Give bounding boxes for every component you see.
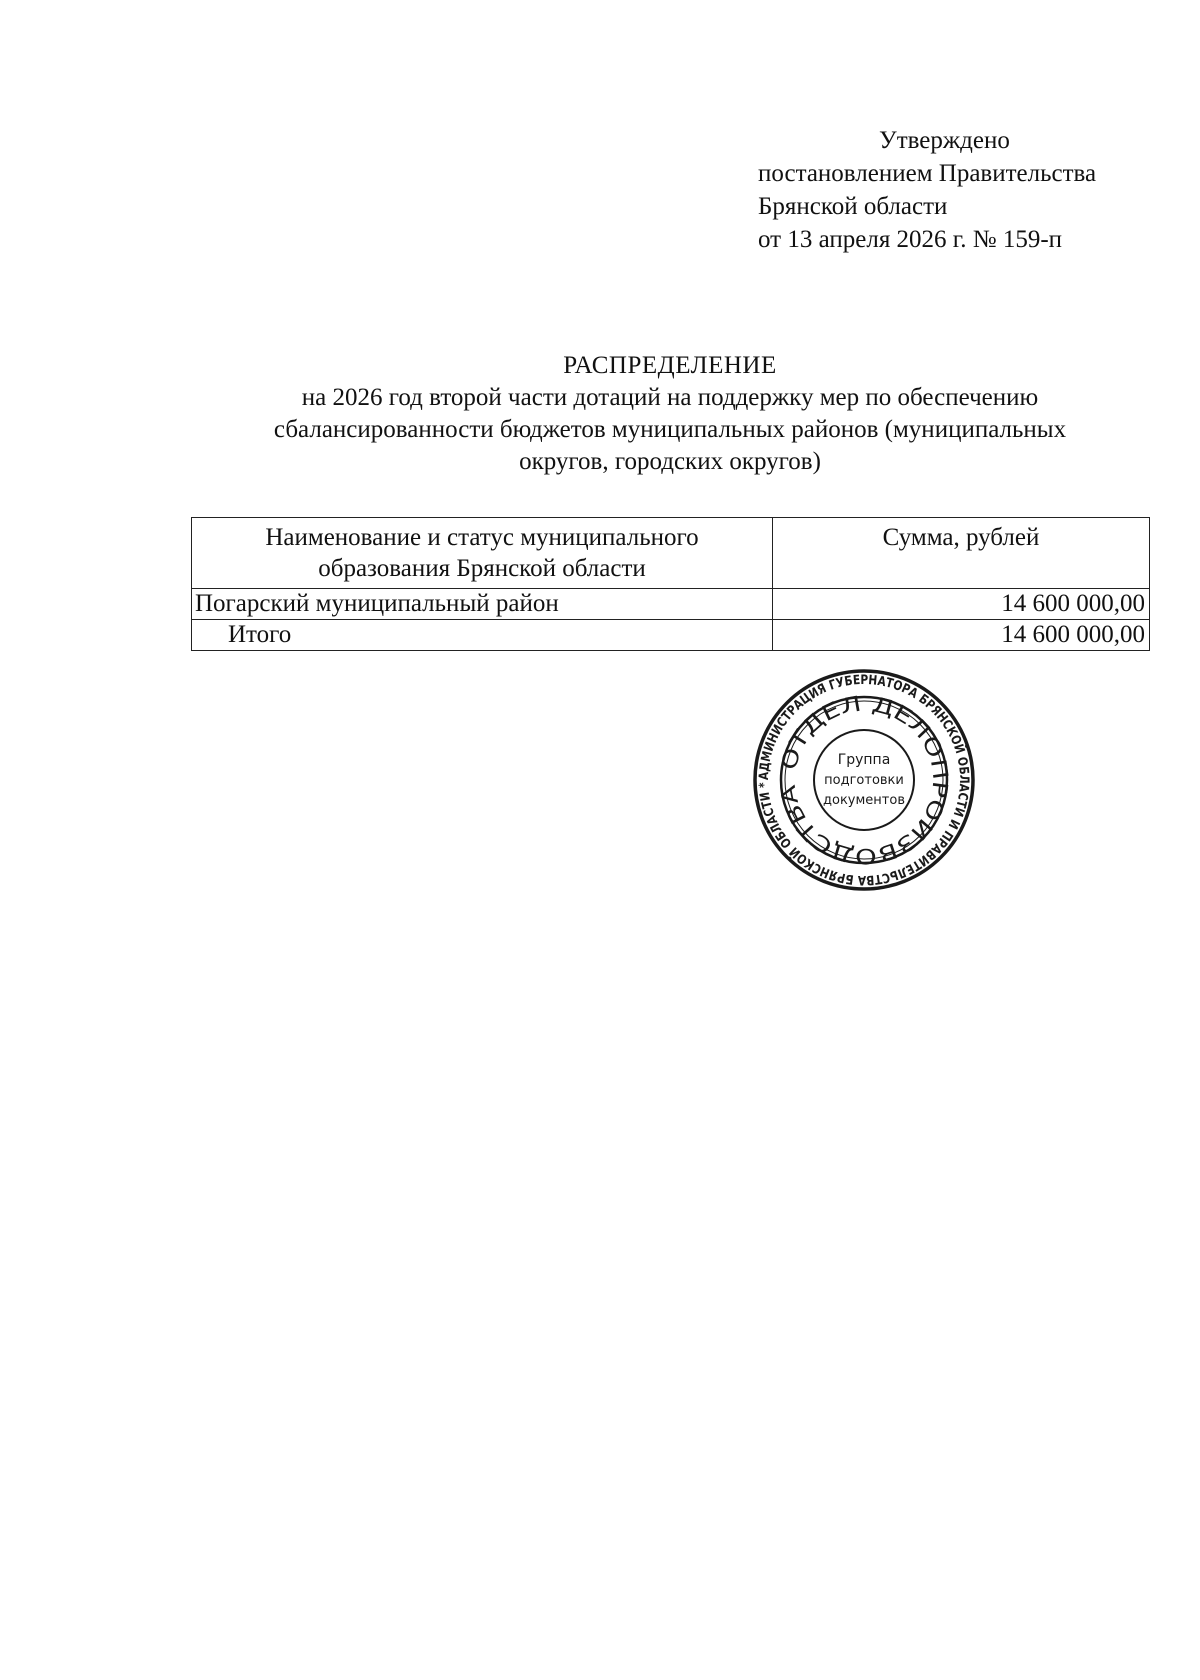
approval-region: Брянской области [758,193,948,220]
table-total-row [192,620,1150,651]
approval-block [758,124,1158,256]
header-name-line-2: образования Брянской области [318,555,646,582]
approval-resolution: постановлением Правительства [758,160,1097,187]
header-name-line-1: Наименование и статус муниципального [265,524,699,551]
approval-approved: Утверждено [879,127,1010,154]
table-row [192,589,1150,620]
seal-outer-text: АДМИНИСТРАЦИЯ ГУБЕРНАТОРА БРЯНСКОЙ ОБЛАСТИ И ПРАВИТЕЛЬСТВА БРЯНСКОЙ ОБЛАСТИ * [756,672,972,888]
header-sum: Сумма, рублей [773,518,1150,589]
title-line-2: сбалансированности бюджетов муниципальных районов (муниципальных [273,416,1067,443]
seal-center-line-2: подготовки [824,773,904,788]
title-line-3: округов, городских округов) [519,448,821,475]
row-name: Погарский муниципальный район [192,589,773,620]
distribution-table [191,517,1150,651]
header-name [192,518,773,589]
seal-middle-text: ОТДЕЛ ДЕЛОПРОИЗВОДСТВА [776,691,953,869]
total-sum: 14 600 000,00 [773,620,1150,651]
title-line-1: на 2026 год второй части дотаций на поддержку мер по обеспечению [301,384,1039,411]
seal-center-line-3: документов [823,793,905,808]
table-header-row [192,518,1150,589]
document-title [190,350,1150,478]
seal-center-line-1: Группа [837,752,891,768]
total-label: Итого [192,620,773,651]
row-sum: 14 600 000,00 [773,589,1150,620]
approval-date-number: от 13 апреля 2026 г. № 159-п [758,226,1063,253]
title-heading: РАСПРЕДЕЛЕНИЕ [563,352,777,379]
official-seal [752,668,976,892]
